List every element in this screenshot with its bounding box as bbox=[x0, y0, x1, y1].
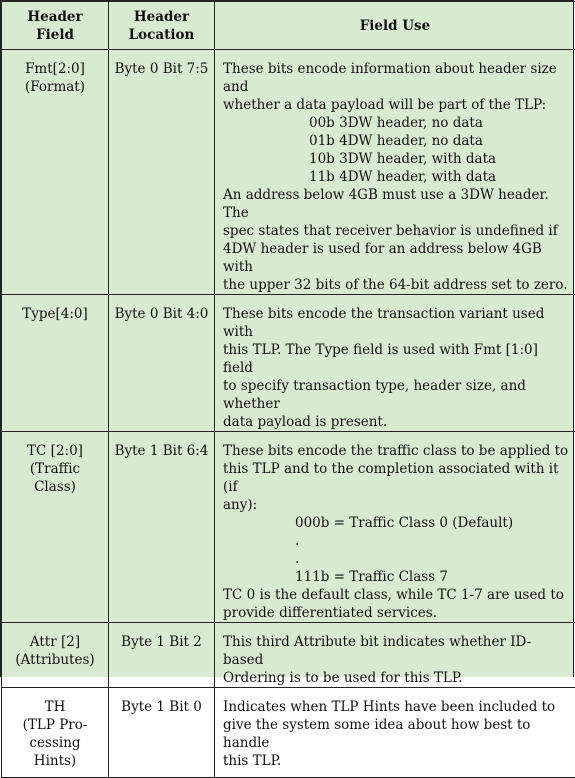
field-use-cell: These bits encode information about header size and whether a data payload will be part of the TLP: 00b 3DW header, no data 01b 4DW header, no data 10b 3DW header, with data 11b 4DW header, with data An address below 4GB must use a 3DW header. The spec states that receiver behavior is undefined if 4DW header is used for an address below 4GB with the upper 32 bits of the 64-bit address set to zero. bbox=[215, 50, 575, 295]
field-name-cell: Type[4:0] bbox=[2, 295, 109, 432]
field-use-column-heading: Field Use bbox=[215, 2, 575, 50]
field-use-cell: These bits encode the traffic class to be applied to this TLP and to the completion associated with it (if any): 000b = Traffic Class 0 (Default) . . 111b = Traffic Class 7 TC 0 is the default class, while TC 1-7 are used to provide differentiated services. bbox=[215, 432, 575, 623]
table-row-tc bbox=[2, 432, 575, 623]
field-name-cell: TH (TLP Pro- cessing Hints) bbox=[2, 688, 109, 778]
location-cell: Byte 1 Bit 6:4 bbox=[109, 432, 215, 623]
field-name-cell: Attr [2] (Attributes) bbox=[2, 623, 109, 688]
field-use-cell: This third Attribute bit indicates whether ID-based Ordering is to be used for this TLP. bbox=[215, 623, 575, 688]
table-header-row bbox=[2, 2, 575, 50]
table-row-fmt bbox=[2, 50, 575, 295]
location-cell: Byte 0 Bit 7:5 bbox=[109, 50, 215, 295]
header-field-column-heading: Header Field bbox=[2, 2, 109, 50]
field-use-cell: Indicates when TLP Hints have been included to give the system some idea about how best to handle this TLP. bbox=[215, 688, 575, 778]
table-row-type bbox=[2, 295, 575, 432]
table-row-attr bbox=[2, 623, 575, 688]
header-location-column-heading: Header Location bbox=[109, 2, 215, 50]
header-fields-table bbox=[1, 1, 575, 778]
location-cell: Byte 1 Bit 0 bbox=[109, 688, 215, 778]
table-row-th bbox=[2, 688, 575, 778]
field-use-cell: These bits encode the transaction variant used with this TLP. The Type field is used with Fmt [1:0] field to specify transaction type, header size, and whether data payload is present. bbox=[215, 295, 575, 432]
location-cell: Byte 0 Bit 4:0 bbox=[109, 295, 215, 432]
field-name-cell: TC [2:0] (Traffic Class) bbox=[2, 432, 109, 623]
location-cell: Byte 1 Bit 2 bbox=[109, 623, 215, 688]
field-name-cell: Fmt[2:0] (Format) bbox=[2, 50, 109, 295]
